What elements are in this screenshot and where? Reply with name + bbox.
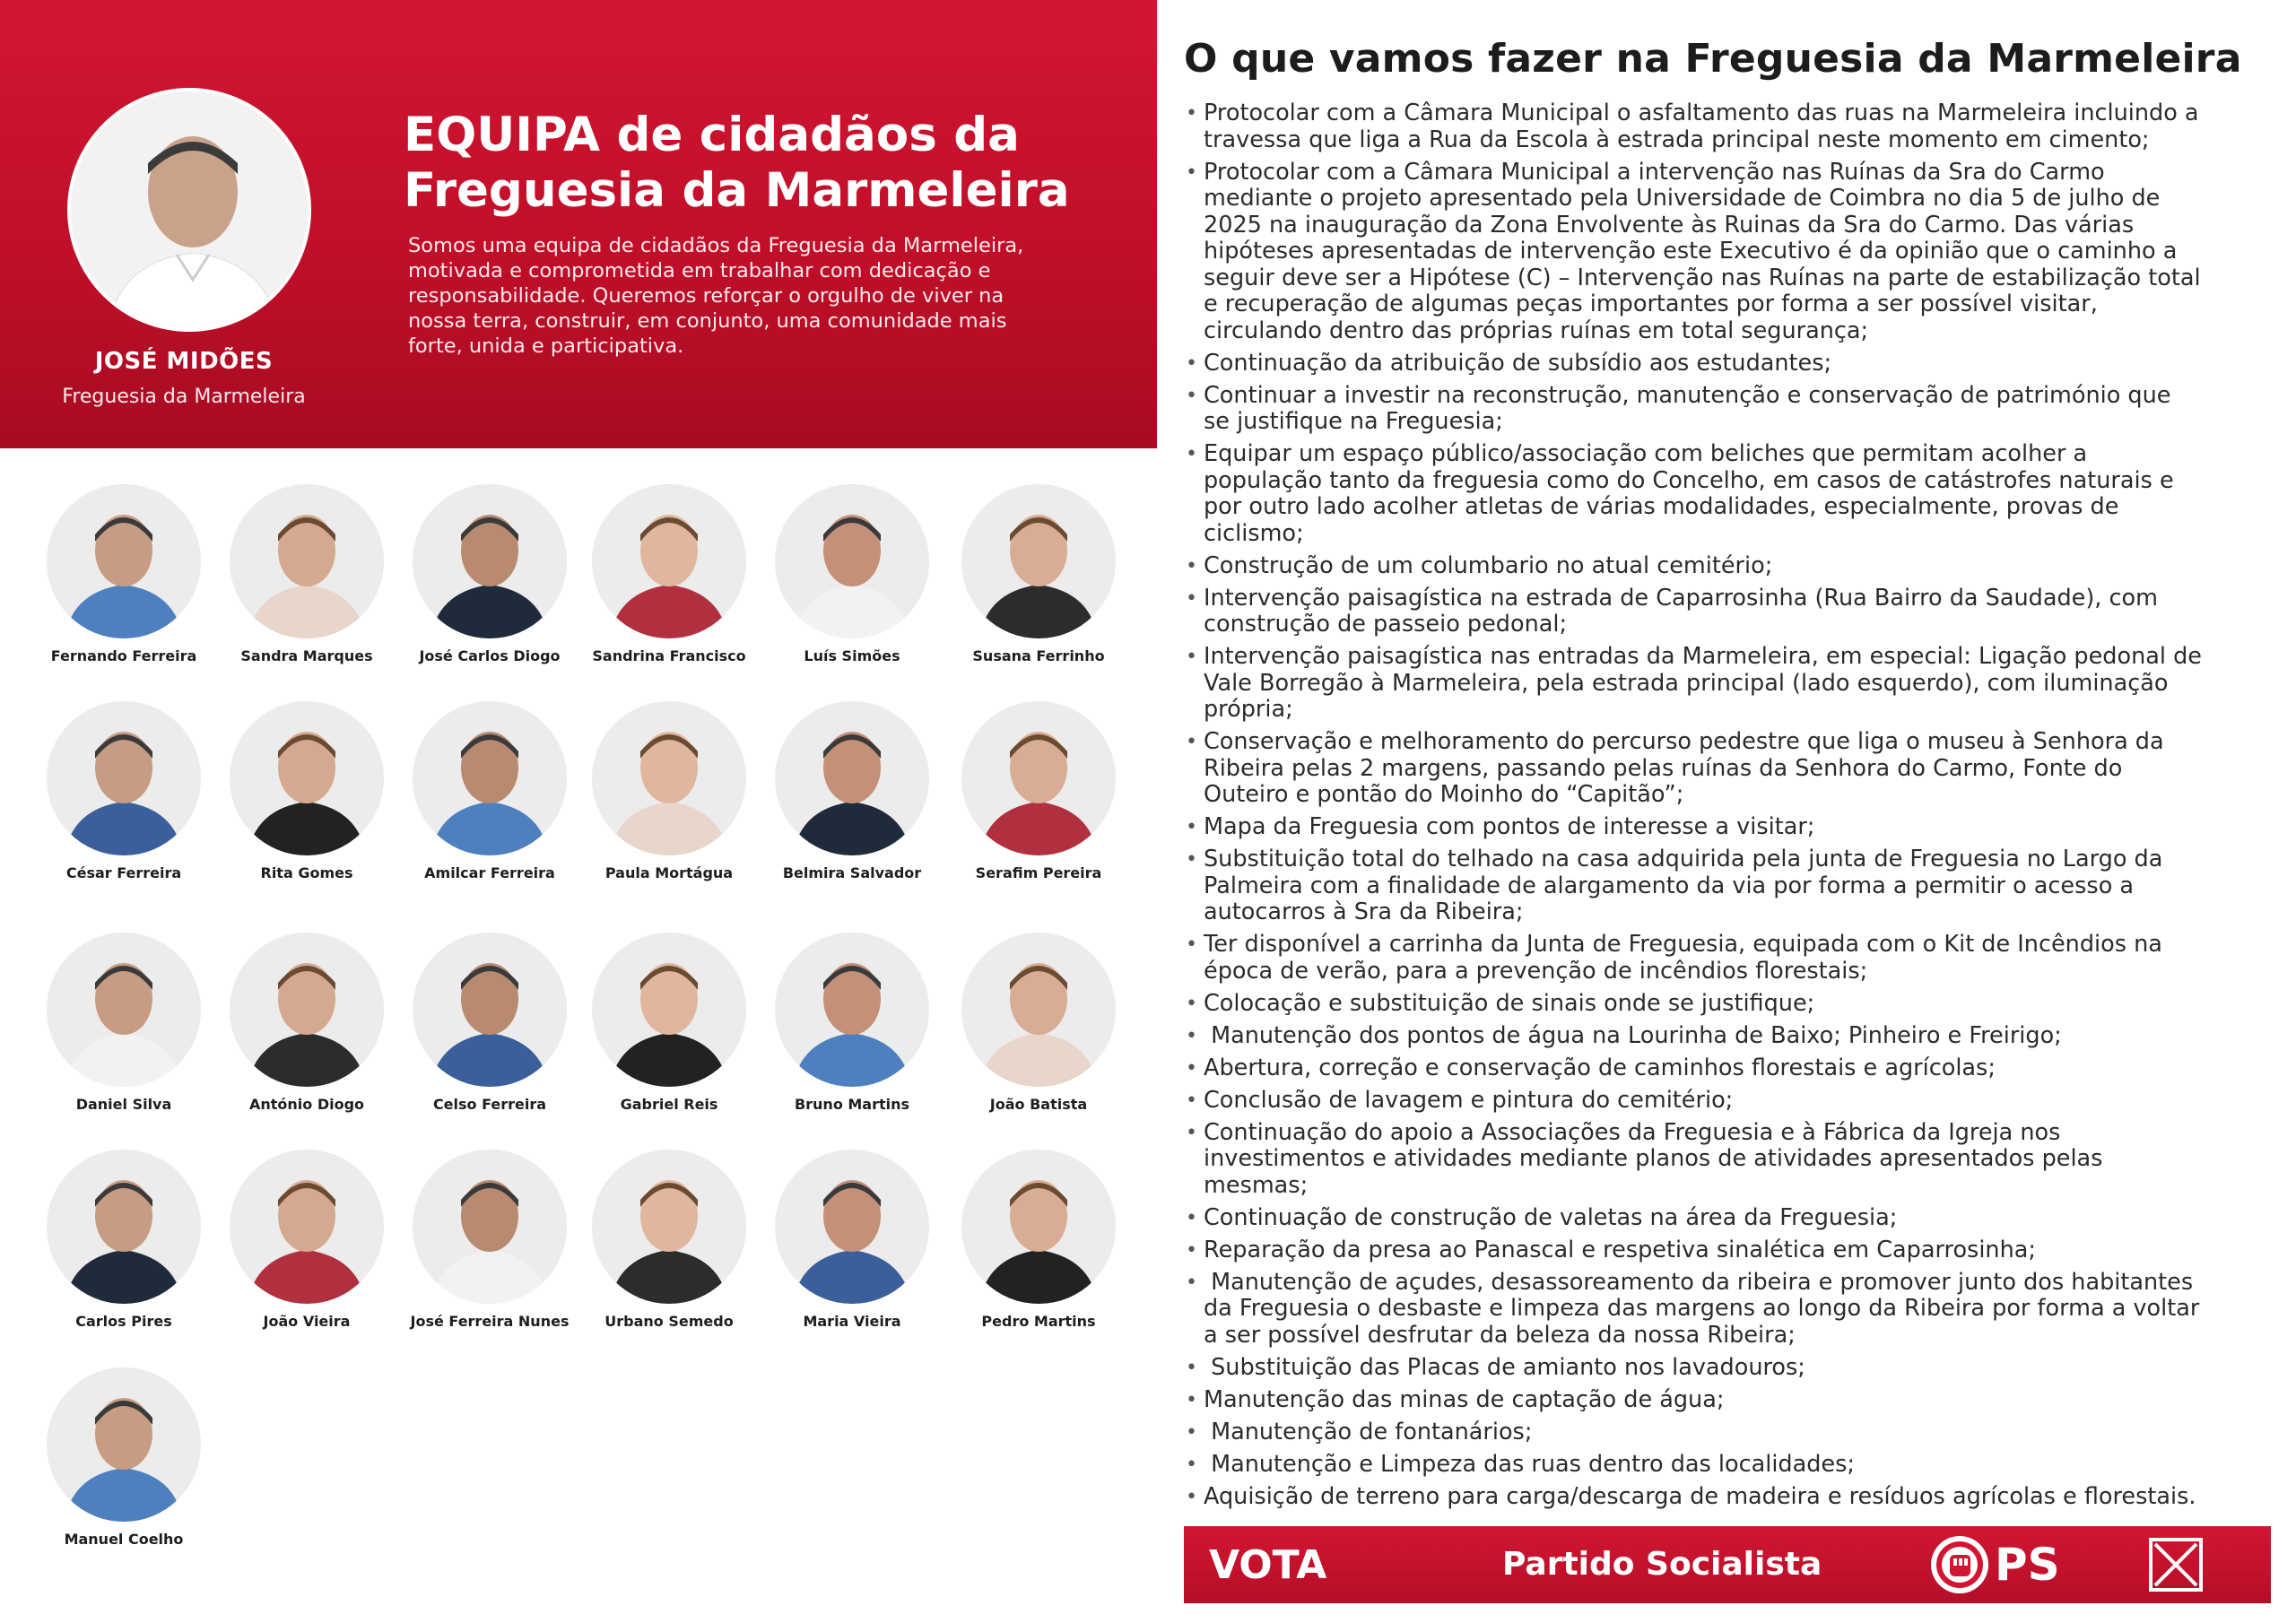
- vote-word: VOTA: [1209, 1542, 1327, 1588]
- plan-item-line: • Protocolar com a Câmara Municipal a intervenção nas Ruínas da Sra do Carmo: [1204, 158, 2105, 186]
- plan-item: [1184, 1355, 2280, 1382]
- member-photo: [413, 484, 567, 638]
- member-photo: [961, 701, 1116, 855]
- team-member-card: [217, 701, 396, 881]
- plan-item: [1184, 1120, 2280, 1200]
- plan-item: [1184, 351, 2280, 378]
- plan-item-line: autocarros à Sra da Ribeira;: [1204, 898, 1524, 925]
- hero-title: [404, 108, 1121, 219]
- team-member-card: [579, 701, 759, 881]
- plan-item: [1184, 553, 2280, 580]
- plan-item-line: • Continuação da atribuição de subsídio aos estudantes;: [1204, 349, 1832, 377]
- plan-item-line: 2025 na inauguração da Zona Envolvente às Ruinas da Sra do Carmo. Das várias: [1204, 211, 2135, 239]
- team-member-card: [949, 933, 1128, 1113]
- team-member-name: Belmira Salvador: [782, 864, 922, 881]
- team-member-name: Paula Mortágua: [604, 864, 734, 881]
- plan-item: [1184, 586, 2280, 638]
- plan-item: [1184, 160, 2280, 345]
- plan-item-line: circulando dentro das próprias ruínas em total segurança;: [1204, 317, 1869, 344]
- team-member-card: [400, 701, 579, 881]
- hero-text-line: responsabilidade. Queremos reforçar o orgulho de viver na: [408, 284, 1004, 308]
- member-photo: [592, 701, 746, 855]
- plan-item-line: mediante o projeto apresentado pela Universidade de Coimbra no dia 5 de julho de: [1204, 185, 2161, 212]
- plan-item-line: investimentos e atividades mediante planos de atividades apresentados pelas: [1204, 1145, 2103, 1172]
- team-member-card: [217, 1150, 396, 1330]
- team-member-name: Pedro Martins: [981, 1313, 1096, 1330]
- hero-panel: [0, 0, 1157, 448]
- team-member-name: Manuel Coelho: [64, 1531, 184, 1548]
- team-member-name: José Carlos Diogo: [419, 647, 561, 664]
- plan-item-line: Ribeira pelas 2 margens, passando pelas ruínas da Senhora do Carmo, Fonte do: [1204, 754, 2123, 782]
- plan-item-line: • Continuar a investir na reconstrução, manutenção e conservação de património que: [1204, 381, 2171, 409]
- plan-item-line: da Freguesia o desbaste e limpeza das margens ao longo da Ribeira por forma a voltar: [1204, 1295, 2200, 1322]
- team-member-card: [949, 484, 1128, 664]
- team-member-name: Luís Simões: [804, 647, 900, 664]
- team-member-card: [34, 1150, 213, 1330]
- team-member-card: [34, 933, 213, 1113]
- member-photo: [230, 484, 384, 638]
- team-member-name: João Batista: [989, 1096, 1088, 1113]
- member-photo: [47, 484, 201, 638]
- plan-item: [1184, 441, 2280, 547]
- team-member-name: Sandra Marques: [240, 647, 373, 664]
- plan-item-line: • Equipar um espaço público/associação com beliches que permitam acolher a: [1204, 440, 2088, 467]
- team-member-card: [217, 484, 396, 664]
- team-member-name: Carlos Pires: [75, 1313, 172, 1330]
- plan-item-line: por outro lado acolher atletas de várias modalidades, especialmente, provas de: [1204, 493, 2119, 520]
- plan-item-line: Vale Borregão à Marmeleira, pela estrada principal (lado esquerdo), com iluminação: [1204, 669, 2169, 697]
- leader-role: Freguesia da Marmeleira: [62, 386, 306, 408]
- team-member-name: Amilcar Ferreira: [424, 864, 555, 881]
- team-member-card: [400, 933, 579, 1113]
- team-member-name: Gabriel Reis: [620, 1096, 718, 1113]
- team-member-name: Bruno Martins: [794, 1096, 910, 1113]
- team-member-card: [762, 933, 942, 1113]
- plan-item-line: • Mapa da Freguesia com pontos de interesse a visitar;: [1204, 813, 1815, 840]
- plan-item-line: própria;: [1204, 696, 1293, 723]
- plan-item: [1184, 932, 2280, 985]
- plan-item-line: • Abertura, correção e conservação de caminhos florestais e agrícolas;: [1204, 1054, 1996, 1081]
- plan-item-line: • Continuação de construção de valetas na área da Freguesia;: [1204, 1203, 1898, 1231]
- plan-item-line: hipóteses apresentadas de intervenção este Executivo é da opinião que o caminho a: [1204, 238, 2178, 265]
- member-photo: [961, 1150, 1116, 1304]
- plan-item: [1184, 1088, 2280, 1115]
- plan-item-line: • Intervenção paisagística na estrada de Caparrosinha (Rua Bairro da Saudade), com: [1204, 584, 2158, 612]
- team-member-card: [762, 484, 942, 664]
- team-member-card: [762, 1150, 942, 1330]
- hero-description: [408, 233, 1090, 359]
- plan-item: [1184, 1270, 2280, 1350]
- team-member-name: Susana Ferrinho: [972, 647, 1105, 664]
- team-member-name: César Ferreira: [65, 864, 182, 881]
- plan-item-line: se justifique na Freguesia;: [1204, 408, 1503, 435]
- vote-bar: [1184, 1526, 2271, 1603]
- member-photo: [961, 484, 1116, 638]
- team-member-card: [762, 701, 942, 881]
- plan-item-line: a ser possível desfrutar da beleza da nossa Ribeira;: [1204, 1321, 1796, 1349]
- plan-item: [1184, 814, 2280, 841]
- plan-item: [1184, 100, 2280, 153]
- member-photo: [775, 701, 929, 855]
- team-member-card: [34, 701, 213, 881]
- team-member-card: [949, 1150, 1128, 1330]
- team-grid: [0, 484, 1157, 1560]
- member-photo: [775, 484, 929, 638]
- team-member-name: António Diogo: [248, 1096, 365, 1113]
- member-photo: [592, 484, 746, 638]
- team-member-name: Celso Ferreira: [432, 1096, 547, 1113]
- plan-item: [1184, 1419, 2280, 1446]
- hero-title-line: Freguesia da Marmeleira: [404, 163, 1070, 218]
- plan-item: [1184, 383, 2280, 436]
- ballot-cross-icon: [2148, 1537, 2204, 1593]
- ps-fist-rose-logo-icon: [1928, 1533, 1991, 1596]
- plan-item-line: • Continuação do apoio a Associações da Freguesia e à Fábrica da Igreja nos: [1204, 1118, 2061, 1146]
- plan-item-line: Palmeira com a finalidade de alargamento da via por forma a permitir o acesso a: [1204, 872, 2135, 899]
- plan-item-line: • Manutenção das minas de captação de água;: [1204, 1385, 1725, 1413]
- ps-logo-text: PS: [1995, 1539, 2060, 1591]
- member-photo: [47, 1150, 201, 1304]
- plan-item-line: construção de passeio pedonal;: [1204, 611, 1568, 638]
- team-member-name: José Ferreira Nunes: [410, 1313, 570, 1330]
- plan-list: [1184, 100, 2280, 1516]
- plan-item-line: população tanto da freguesia como do Concelho, em casos de catástrofes naturais e: [1204, 466, 2174, 494]
- plan-item-line: • Substituição total do telhado na casa adquirida pela junta de Freguesia no Largo da: [1204, 846, 2163, 872]
- hero-text-line: forte, unida e participativa.: [408, 334, 684, 358]
- plan-item-line: • Construção de um columbario no atual cemitério;: [1204, 551, 1773, 579]
- team-member-card: [34, 1367, 213, 1548]
- team-member-card: [400, 1150, 579, 1330]
- plan-item: [1184, 1237, 2280, 1264]
- plan-item-line: • Reparação da presa ao Panascal e respetiva sinalética em Caparrosinha;: [1204, 1236, 2036, 1263]
- plan-item-line: travessa que liga a Rua da Escola à estrada principal neste momento em cimento;: [1204, 126, 2150, 153]
- plan-item-line: Outeiro e pontão do Moinho do “Capitão”;: [1204, 781, 1684, 808]
- plan-item-line: • Manutenção e Limpeza das ruas dentro das localidades;: [1204, 1450, 1855, 1478]
- plan-item: [1184, 991, 2280, 1018]
- team-member-card: [400, 484, 579, 664]
- team-member-name: Daniel Silva: [75, 1096, 172, 1113]
- team-member-name: Rita Gomes: [260, 864, 353, 881]
- person-silhouette-icon: [71, 91, 311, 332]
- plan-item: [1184, 1055, 2280, 1082]
- team-member-card: [949, 701, 1128, 881]
- leader-name: JOSÉ MIDÕES: [94, 348, 274, 375]
- party-name: Partido Socialista: [1502, 1546, 1822, 1583]
- member-photo: [592, 1150, 746, 1304]
- team-member-card: [579, 484, 759, 664]
- plan-title: O que vamos fazer na Freguesia da Marmeleira: [1184, 36, 2242, 82]
- plan-item-line: • Manutenção dos pontos de água na Lourinha de Baixo; Pinheiro e Freirigo;: [1204, 1021, 2062, 1049]
- member-photo: [413, 701, 567, 855]
- plan-item: [1184, 1387, 2280, 1414]
- member-photo: [47, 933, 201, 1087]
- plan-item-line: • Colocação e substituição de sinais onde se justifique;: [1204, 989, 1815, 1017]
- team-member-name: Urbano Semedo: [604, 1313, 734, 1330]
- plan-item-line: • Ter disponível a carrinha da Junta de Freguesia, equipada com o Kit de Incêndios na: [1204, 931, 2162, 958]
- member-photo: [47, 1367, 201, 1522]
- team-member-card: [217, 933, 396, 1113]
- plan-item-line: • Conservação e melhoramento do percurso pedestre que liga o museu à Senhora da: [1204, 728, 2164, 755]
- plan-item: [1184, 846, 2280, 926]
- member-photo: [592, 933, 746, 1087]
- member-photo: [413, 933, 567, 1087]
- member-photo: [230, 701, 384, 855]
- plan-item: [1184, 729, 2280, 809]
- plan-item-line: • Intervenção paisagística nas entradas da Marmeleira, em especial: Ligação pedonal de: [1204, 643, 2202, 670]
- plan-item-line: e recuperação de algumas peças importantes por forma a ser possível visitar,: [1204, 291, 2098, 317]
- team-member-card: [579, 933, 759, 1113]
- plan-item-line: • Aquisição de terreno para carga/descarga de madeira e resíduos agrícolas e florestais.: [1204, 1482, 2196, 1510]
- team-member-name: Fernando Ferreira: [50, 647, 197, 664]
- leader-photo: [67, 88, 311, 332]
- member-photo: [47, 701, 201, 855]
- plan-item-line: mesmas;: [1204, 1171, 1309, 1199]
- member-photo: [230, 1150, 384, 1304]
- member-photo: [775, 933, 929, 1087]
- member-photo: [775, 1150, 929, 1304]
- member-photo: [230, 933, 384, 1087]
- plan-item: [1184, 1023, 2280, 1050]
- team-member-name: Maria Vieira: [803, 1313, 901, 1330]
- plan-item: [1184, 1452, 2280, 1479]
- team-member-card: [34, 484, 213, 664]
- hero-text-line: motivada e comprometida em trabalhar com dedicação e: [408, 259, 991, 282]
- team-member-card: [579, 1150, 759, 1330]
- plan-item-line: ciclismo;: [1204, 519, 1304, 547]
- team-member-name: Serafim Pereira: [975, 864, 1102, 881]
- team-member-name: João Vieira: [263, 1313, 351, 1330]
- plan-item-line: • Protocolar com a Câmara Municipal o asfaltamento das ruas na Marmeleira incluindo a: [1204, 100, 2199, 126]
- plan-item: [1184, 1205, 2280, 1232]
- team-member-name: Sandrina Francisco: [592, 647, 746, 664]
- hero-title-line: EQUIPA de cidadãos da: [404, 108, 1020, 162]
- member-photo: [961, 933, 1116, 1087]
- hero-text-line: Somos uma equipa de cidadãos da Freguesia da Marmeleira,: [408, 234, 1024, 257]
- plan-item-line: seguir deve ser a Hipótese (C) – Intervenção nas Ruínas na parte de estabilização total: [1204, 264, 2201, 291]
- plan-item-line: • Substituição das Placas de amianto nos lavadouros;: [1204, 1353, 1805, 1381]
- plan-item: [1184, 644, 2280, 724]
- plan-item-line: • Manutenção de açudes, desassoreamento da ribeira e promover junto dos habitantes: [1204, 1268, 2194, 1296]
- member-photo: [413, 1150, 567, 1304]
- plan-item-line: época de verão, para a prevenção de incêndios florestais;: [1204, 957, 1868, 985]
- hero-text-line: nossa terra, construir, em conjunto, uma comunidade mais: [408, 309, 1007, 333]
- plan-item: [1184, 1484, 2280, 1511]
- plan-item-line: • Conclusão de lavagem e pintura do cemitério;: [1204, 1086, 1734, 1114]
- plan-item-line: • Manutenção de fontanários;: [1204, 1418, 1533, 1445]
